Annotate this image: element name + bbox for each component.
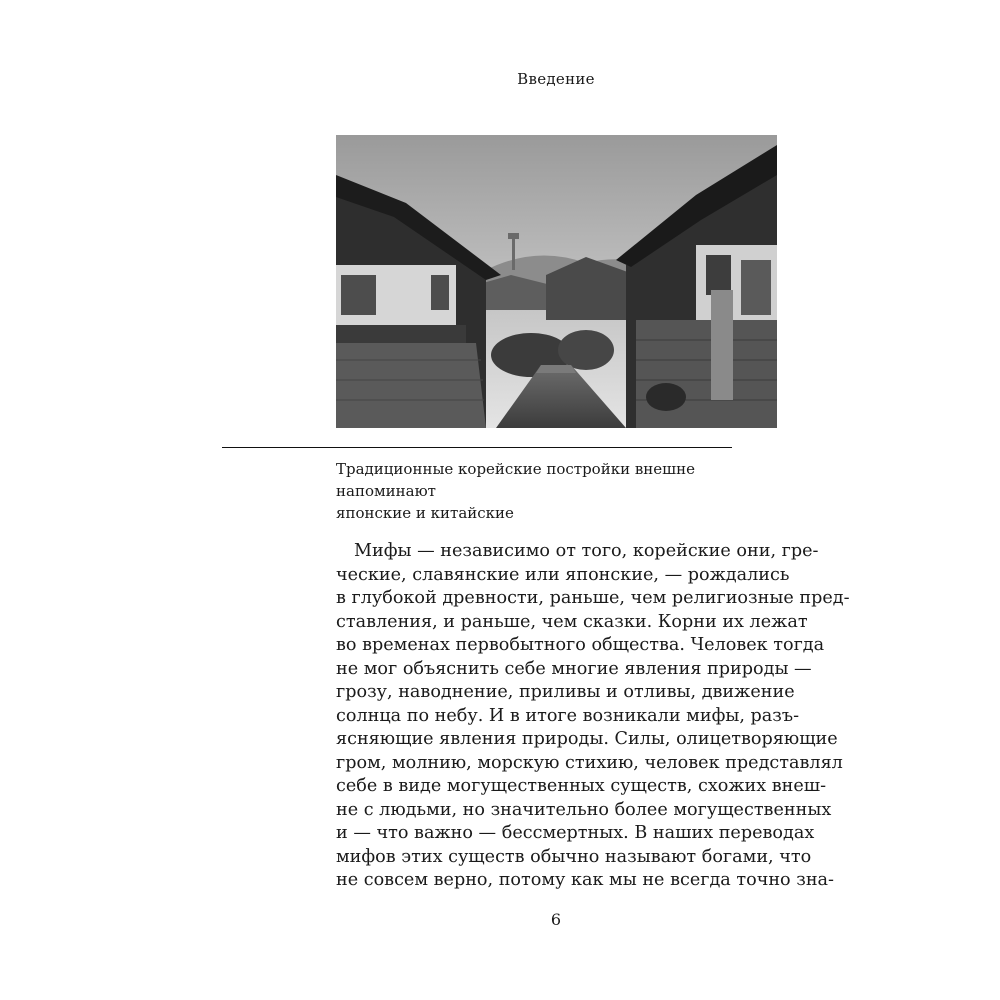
body-line: себе в виде могущественных существ, схожих внеш- xyxy=(336,776,827,796)
caption-line: Традиционные корейские постройки внешне напоминают xyxy=(336,460,695,500)
body-line: не совсем верно, потому как мы не всегда точно зна- xyxy=(336,870,834,890)
hanok-street-photo xyxy=(336,135,777,428)
running-head-title: Введение xyxy=(517,70,595,88)
photo-caption xyxy=(336,458,756,524)
body-line: ческие, славянские или японские, — рождались xyxy=(336,564,790,585)
caption-line: японские и китайские xyxy=(336,504,514,522)
body-line: солнца по небу. И в итоге возникали мифы, разъ- xyxy=(336,705,800,726)
body-paragraph xyxy=(336,540,850,893)
hanok-street-illustration xyxy=(336,135,777,428)
body-line: мифов этих существ обычно называют богами, что xyxy=(336,846,812,867)
body-line: гром, молнию, морскую стихию, человек представлял xyxy=(336,752,843,773)
body-line: во временах первобытного общества. Человек тогда xyxy=(336,635,825,655)
body-line: Мифы — независимо от того, корейские они, гре- xyxy=(354,541,819,561)
caption-divider xyxy=(222,447,732,448)
body-line: ясняющие явления природы. Силы, олицетворяющие xyxy=(336,729,838,749)
body-line: в глубокой древности, раньше, чем религиозные пред- xyxy=(336,588,850,608)
body-line: и — что важно — бессмертных. В наших переводах xyxy=(336,823,815,843)
body-line: ставления, и раньше, чем сказки. Корни их лежат xyxy=(336,611,808,632)
body-line: не с людьми, но значительно более могущественных xyxy=(336,799,832,820)
body-line: грозу, наводнение, приливы и отливы, движение xyxy=(336,682,795,702)
body-line: не мог объяснить себе многие явления природы — xyxy=(336,658,812,679)
page-number: 6 xyxy=(550,910,562,929)
